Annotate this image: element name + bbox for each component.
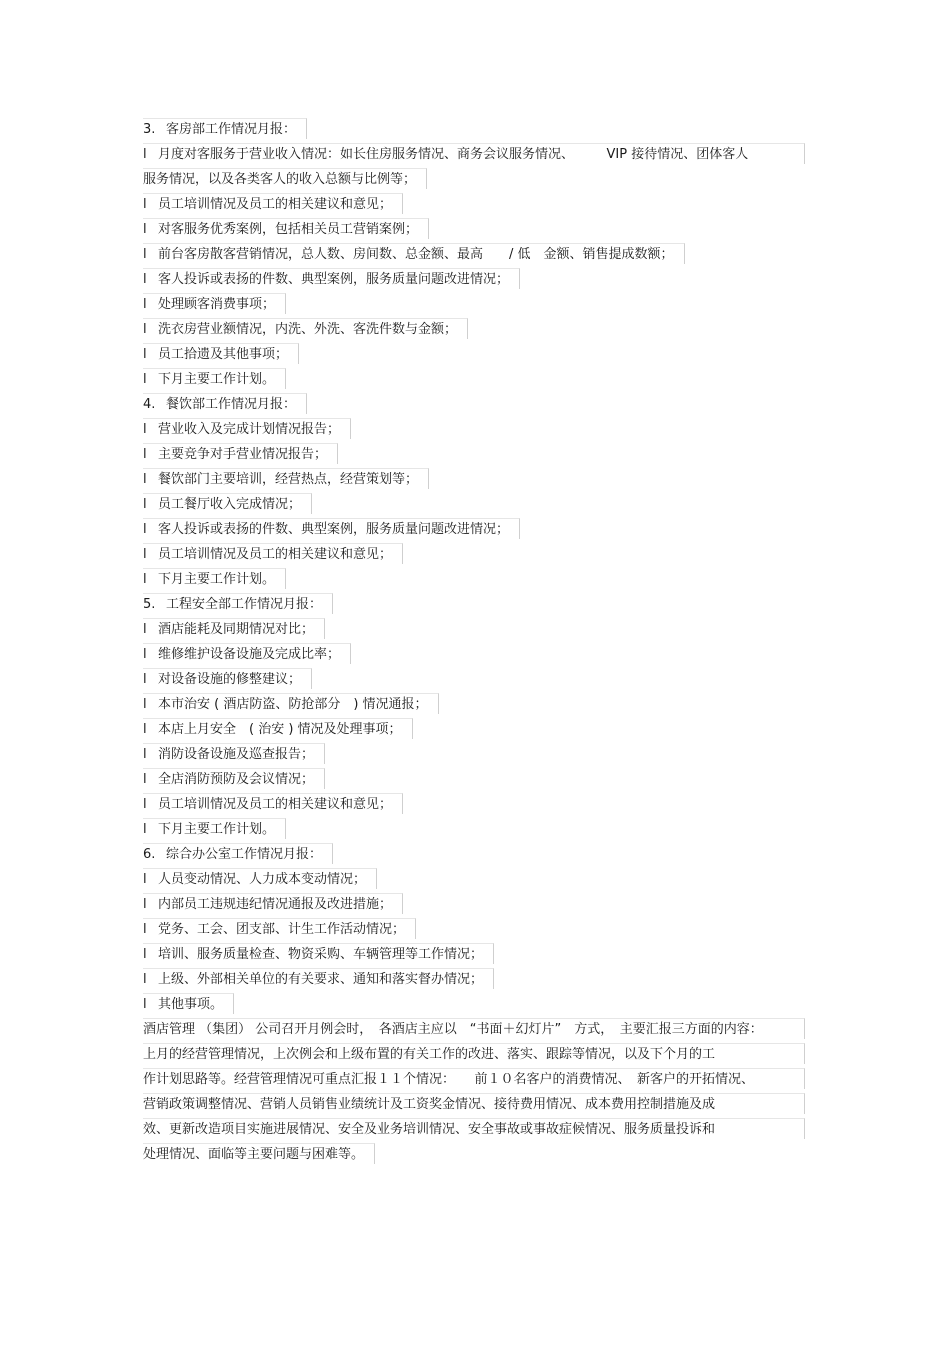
bullet-marker: l — [143, 472, 147, 487]
list-item-text: 洗衣房营业额情况，内洗、外洗、客洗件数与金额； — [158, 322, 458, 337]
bullet-marker: l — [143, 972, 147, 987]
section-heading-box — [143, 593, 333, 614]
list-item-box — [143, 543, 403, 564]
list-item — [143, 641, 813, 666]
bullet-marker: l — [143, 447, 147, 462]
list-item-text: 下月主要工作计划。 — [158, 572, 276, 587]
section-number: 5. — [143, 597, 156, 612]
closing-paragraph-line — [143, 1091, 813, 1116]
list-item-text: 对客服务优秀案例，包括相关员工营销案例； — [158, 222, 419, 237]
closing-line-box — [143, 1143, 375, 1164]
list-item-box — [143, 993, 234, 1014]
list-item-box — [143, 568, 286, 589]
list-item-box — [143, 418, 351, 439]
bullet-marker: l — [143, 922, 147, 937]
list-item — [143, 966, 813, 991]
list-item-text: 餐饮部门主要培训，经营热点，经营策划等； — [158, 472, 419, 487]
section-heading — [143, 116, 813, 141]
closing-line-box — [143, 1093, 805, 1114]
list-item-text: 员工餐厅收入完成情况； — [158, 497, 302, 512]
list-item-text: 维修维护设备设施及完成比率； — [158, 647, 341, 662]
bullet-marker: l — [143, 897, 147, 912]
list-item-text: 员工培训情况及员工的相关建议和意见； — [158, 197, 393, 212]
closing-line-box — [143, 1118, 805, 1139]
list-item-box — [143, 343, 299, 364]
list-item-text: 前台客房散客营销情况，总人数、房间数、总金额、最高 / 低 金额、销售提成数额； — [158, 247, 674, 262]
bullet-marker: l — [143, 297, 147, 312]
section-title: 综合办公室工作情况月报： — [166, 847, 323, 862]
list-item-box — [143, 618, 325, 639]
list-item-text: 全店消防预防及会议情况； — [158, 772, 315, 787]
bullet-marker: l — [143, 772, 147, 787]
list-item-text: 培训、服务质量检查、物资采购、车辆管理等工作情况； — [158, 947, 484, 962]
list-item-box — [143, 318, 468, 339]
list-item — [143, 191, 813, 216]
list-item — [143, 766, 813, 791]
list-item-box — [143, 868, 377, 889]
section-number: 3. — [143, 122, 156, 137]
list-item-box — [143, 293, 286, 314]
list-item — [143, 441, 813, 466]
list-item-text: 消防设备设施及巡查报告； — [158, 747, 315, 762]
list-item-text: 客人投诉或表扬的件数、典型案例，服务质量问题改进情况； — [158, 522, 510, 537]
list-item-text: 客人投诉或表扬的件数、典型案例，服务质量问题改进情况； — [158, 272, 510, 287]
bullet-marker: l — [143, 372, 147, 387]
bullet-marker: l — [143, 622, 147, 637]
list-item-text: 对设备设施的修整建议； — [158, 672, 302, 687]
list-item-box — [143, 168, 427, 189]
list-item-box — [143, 218, 429, 239]
bullet-marker: l — [143, 272, 147, 287]
section-title: 餐饮部工作情况月报： — [166, 397, 297, 412]
list-item-box — [143, 243, 685, 264]
bullet-marker: l — [143, 222, 147, 237]
list-item-text: 处理顾客消费事项； — [158, 297, 276, 312]
closing-paragraph-line — [143, 1116, 813, 1141]
closing-paragraph-line — [143, 1041, 813, 1066]
list-item — [143, 241, 813, 266]
list-item-text: 党务、工会、团支部、计生工作活动情况； — [158, 922, 406, 937]
closing-line-text: 酒店管理 （集团） 公司召开月例会时， 各酒店主应以 “书面＋幻灯片” 方式， 主要汇报三方面的内容： — [143, 1022, 763, 1037]
section-heading — [143, 591, 813, 616]
list-item — [143, 291, 813, 316]
list-item — [143, 716, 813, 741]
list-item — [143, 216, 813, 241]
list-item-text: 本市治安 ( 酒店防盗、防抢部分 ) 情况通报； — [158, 697, 428, 712]
list-item-box — [143, 518, 520, 539]
list-item-box — [143, 918, 416, 939]
bullet-marker: l — [143, 197, 147, 212]
bullet-marker: l — [143, 672, 147, 687]
section-number: 6. — [143, 847, 156, 862]
list-item — [143, 341, 813, 366]
list-item — [143, 266, 813, 291]
list-item — [143, 466, 813, 491]
list-item-text: 本店上月安全 ( 治安 ) 情况及处理事项； — [158, 722, 402, 737]
closing-line-box — [143, 1043, 805, 1064]
list-item — [143, 791, 813, 816]
list-item-box — [143, 943, 494, 964]
bullet-marker: l — [143, 872, 147, 887]
list-item — [143, 741, 813, 766]
list-item — [143, 541, 813, 566]
list-item — [143, 366, 813, 391]
list-item-text: 内部员工违规违纪情况通报及改进措施； — [158, 897, 393, 912]
closing-line-text: 效、更新改造项目实施进展情况、安全及业务培训情况、安全事故或事故症候情况、服务质量投诉和 — [143, 1122, 716, 1137]
list-item-text: 营业收入及完成计划情况报告； — [158, 422, 341, 437]
bullet-marker: l — [143, 722, 147, 737]
bullet-marker: l — [143, 797, 147, 812]
list-item-text: 员工培训情况及员工的相关建议和意见； — [158, 547, 393, 562]
bullet-marker: l — [143, 647, 147, 662]
list-item — [143, 866, 813, 891]
bullet-marker: l — [143, 947, 147, 962]
list-item-text: 月度对客服务于营业收入情况：如长住房服务情况、商务会议服务情况、 VIP 接待情况、团体客人 — [158, 147, 749, 162]
list-item-box — [143, 668, 312, 689]
list-item — [143, 891, 813, 916]
list-item-box — [143, 493, 312, 514]
closing-line-box — [143, 1068, 805, 1089]
document-body — [143, 116, 813, 1166]
list-item-text: 其他事项。 — [158, 997, 224, 1012]
list-item — [143, 991, 813, 1016]
bullet-marker: l — [143, 522, 147, 537]
list-item — [143, 316, 813, 341]
closing-paragraph-line — [143, 1016, 813, 1041]
list-item — [143, 141, 813, 166]
bullet-marker: l — [143, 422, 147, 437]
list-item-box — [143, 793, 403, 814]
list-item-box — [143, 193, 403, 214]
list-item-text: 主要竞争对手营业情况报告； — [158, 447, 328, 462]
bullet-marker: l — [143, 347, 147, 362]
list-item-text: 下月主要工作计划。 — [158, 822, 276, 837]
section-heading-box — [143, 393, 307, 414]
list-item-text: 人员变动情况、人力成本变动情况； — [158, 872, 367, 887]
section-title: 工程安全部工作情况月报： — [166, 597, 323, 612]
list-item-box — [143, 643, 351, 664]
list-item-box — [143, 468, 429, 489]
bullet-marker: l — [143, 572, 147, 587]
list-item-box — [143, 443, 338, 464]
list-item-box — [143, 893, 403, 914]
list-item-box — [143, 743, 325, 764]
bullet-marker: l — [143, 997, 147, 1012]
list-item-box — [143, 268, 520, 289]
closing-line-text: 营销政策调整情况、营销人员销售业绩统计及工资奖金情况、接待费用情况、成本费用控制措施及成 — [143, 1097, 716, 1112]
list-item — [143, 166, 813, 191]
list-item — [143, 416, 813, 441]
list-item — [143, 816, 813, 841]
section-heading-box — [143, 118, 307, 139]
list-item — [143, 491, 813, 516]
closing-line-text: 处理情况、面临等主要问题与困难等。 — [143, 1147, 365, 1162]
bullet-marker: l — [143, 547, 147, 562]
bullet-marker: l — [143, 822, 147, 837]
list-item-text: 上级、外部相关单位的有关要求、通知和落实督办情况； — [158, 972, 484, 987]
list-item — [143, 916, 813, 941]
section-number: 4. — [143, 397, 156, 412]
bullet-marker: l — [143, 247, 147, 262]
closing-paragraph-line — [143, 1066, 813, 1091]
closing-line-text: 作计划思路等。经营管理情况可重点汇报１１个情况： 前１０名客户的消费情况、 新客户的开拓情况、 — [143, 1072, 755, 1087]
bullet-marker: l — [143, 147, 147, 162]
bullet-marker: l — [143, 697, 147, 712]
list-item-box — [143, 693, 439, 714]
list-item — [143, 941, 813, 966]
list-item-box — [143, 768, 325, 789]
list-item-box — [143, 368, 286, 389]
closing-line-text: 上月的经营管理情况，上次例会和上级布置的有关工作的改进、落实、跟踪等情况，以及下个月的工 — [143, 1047, 716, 1062]
list-item — [143, 666, 813, 691]
section-title: 客房部工作情况月报： — [166, 122, 297, 137]
section-heading — [143, 391, 813, 416]
list-item-text: 下月主要工作计划。 — [158, 372, 276, 387]
list-item — [143, 516, 813, 541]
list-item — [143, 691, 813, 716]
list-item-box — [143, 968, 494, 989]
section-heading-box — [143, 843, 333, 864]
list-item — [143, 616, 813, 641]
bullet-marker: l — [143, 747, 147, 762]
list-item-text: 员工培训情况及员工的相关建议和意见； — [158, 797, 393, 812]
list-item — [143, 566, 813, 591]
list-item-text: 服务情况，以及各类客人的收入总额与比例等； — [143, 172, 417, 187]
list-item-text: 酒店能耗及同期情况对比； — [158, 622, 315, 637]
closing-paragraph-line — [143, 1141, 813, 1166]
closing-line-box — [143, 1018, 805, 1039]
bullet-marker: l — [143, 497, 147, 512]
section-heading — [143, 841, 813, 866]
list-item-text: 员工拾遗及其他事项； — [158, 347, 289, 362]
list-item-box — [143, 143, 805, 164]
list-item-box — [143, 818, 286, 839]
bullet-marker: l — [143, 322, 147, 337]
list-item-box — [143, 718, 413, 739]
